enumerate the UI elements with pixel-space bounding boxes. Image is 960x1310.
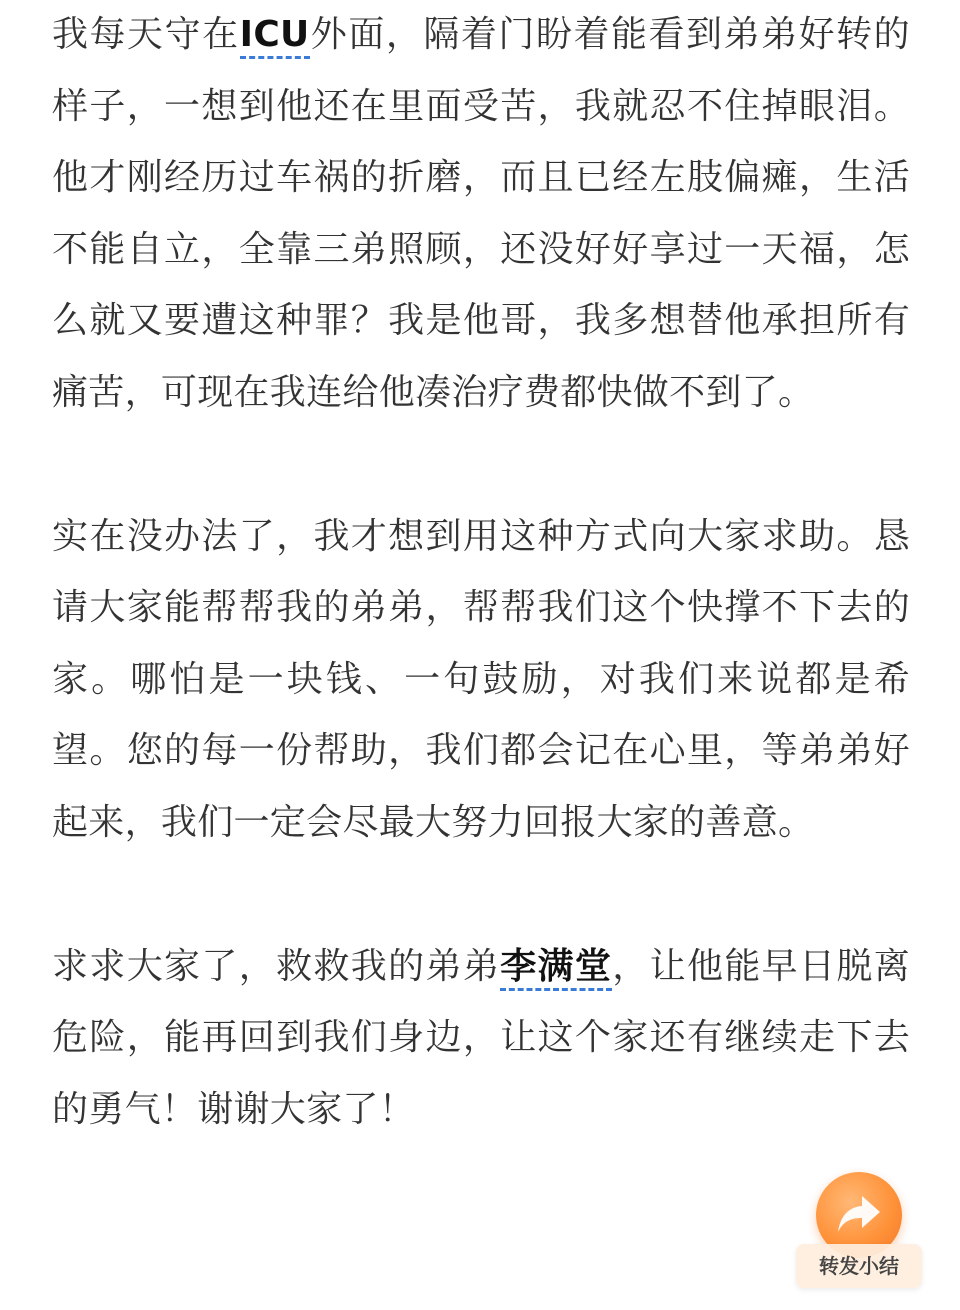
- share-arrow-icon: [834, 1192, 884, 1238]
- paragraph-3-text-before: 求求大家了，救救我的弟弟: [52, 945, 501, 987]
- entity-link-icu[interactable]: ICU: [240, 14, 310, 59]
- paragraph-1-text-after: 外面，隔着门盼着能看到弟弟好转的样子，一想到他还在里面受苦，我就忍不住掉眼泪。他才刚经历过车祸的折磨，而且已经左肢偏瘫，生活不能自立，全靠三弟照顾，还没好好享过一天福，怎么就又要遭这种罪？我是他哥，我多想替他承担所有痛苦，可现在我连给他凑治疗费都快做不到了。: [52, 14, 910, 413]
- article-body: [52, 0, 910, 1145]
- share-summary-button[interactable]: [796, 1172, 926, 1302]
- paragraph-1-text-before: 我每天守在: [52, 14, 240, 55]
- paragraph-3-text-after: ，让他能早日脱离危险，能再回到我们身边，让这个家还有继续走下去的勇气！谢谢大家了！: [52, 945, 911, 1130]
- paragraph-2: 实在没办法了，我才想到用这种方式向大家求助。恳请大家能帮帮我的弟弟，帮帮我们这个快撑不下去的家。哪怕是一块钱、一句鼓励，对我们来说都是希望。您的每一份帮助，我们都会记在心里，等弟弟好起来，我们一定会尽最大努力回报大家的善意。: [52, 515, 910, 843]
- paragraph-1: [52, 0, 910, 429]
- entity-link-person-name[interactable]: 李满堂: [500, 946, 612, 991]
- paragraph-3: [52, 931, 910, 1146]
- share-summary-label[interactable]: 转发小结: [796, 1244, 922, 1288]
